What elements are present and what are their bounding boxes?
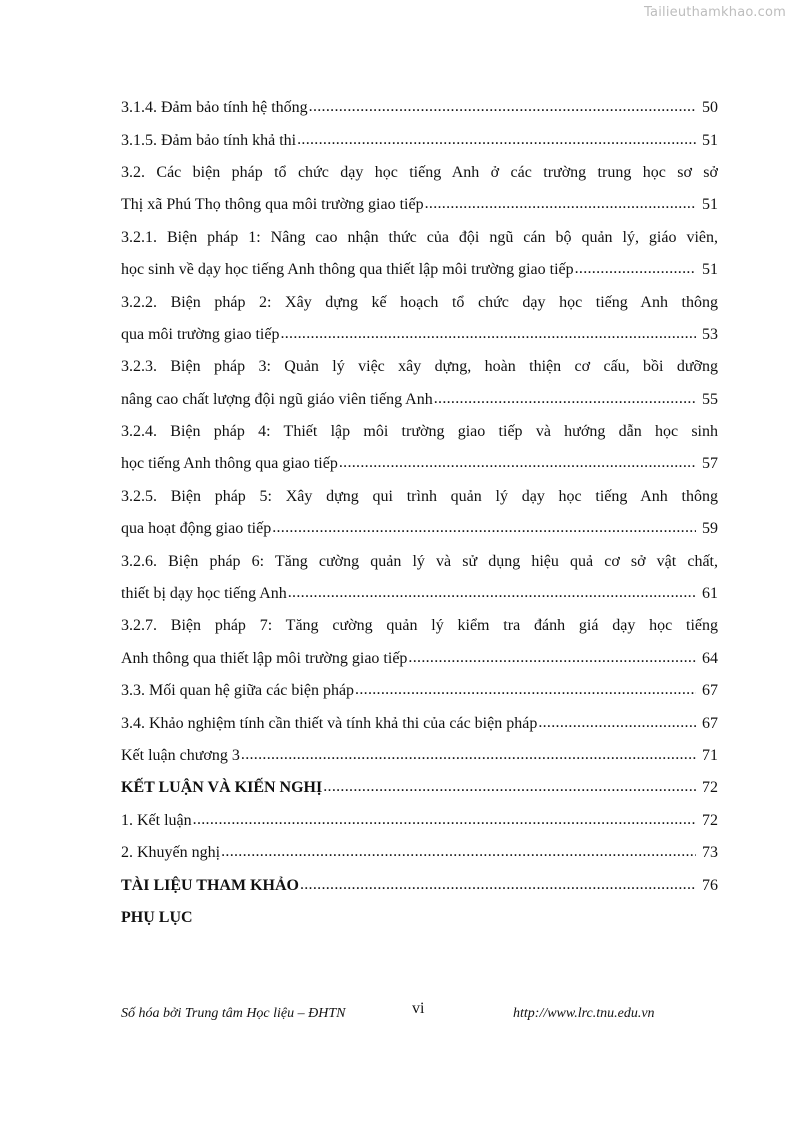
toc-entry-title: KẾT LUẬN VÀ KIẾN NGHỊ [121,779,323,797]
toc-entry-title: thiết bị dạy học tiếng Anh [121,585,287,603]
toc-entry[interactable] [121,707,718,739]
toc-entry[interactable] [121,286,718,318]
toc-entry-title: 1. Kết luận [121,811,192,829]
dot-leader [272,520,696,538]
toc-entry-page: 53 [702,325,718,343]
toc-entry-page: 72 [702,811,718,829]
dot-leader [241,747,696,765]
toc-entry-title: 3.2.4. Biện pháp 4: Thiết lập môi trường giao tiếp và hướng dẫn học sinh [121,423,718,441]
toc-entry[interactable] [121,675,718,707]
toc-entry-title: 3.4. Khảo nghiệm tính cần thiết và tính khả thi của các biện pháp [121,714,538,732]
toc-entry[interactable] [121,643,718,675]
dot-leader [355,682,696,700]
toc-entry-title: học sinh về dạy học tiếng Anh thông qua thiết lập môi trường giao tiếp [121,261,574,279]
dot-leader [221,844,696,862]
toc-entry-title: 2. Khuyến nghị [121,844,221,862]
toc-entry[interactable] [121,351,718,383]
toc-entry-page: 51 [702,196,718,214]
toc-entry-title: 3.2.2. Biện pháp 2: Xây dựng kế hoạch tổ chức dạy học tiếng Anh thông [121,293,718,311]
toc-entry[interactable] [121,254,718,286]
toc-entry-page: 72 [702,779,718,797]
toc-entry[interactable] [121,157,718,189]
dot-leader [339,455,696,473]
toc-entry[interactable] [121,513,718,545]
page-number: vi [412,1000,425,1017]
dot-leader [300,877,696,895]
toc-entry-page: 67 [702,714,718,732]
dot-leader [434,391,696,409]
toc-entry-title: 3.2.1. Biện pháp 1: Nâng cao nhận thức của đội ngũ cán bộ quản lý, giáo viên, [121,228,718,246]
toc-entry-title: qua môi trường giao tiếp [121,325,280,343]
toc-entry[interactable] [121,805,718,837]
toc-entry[interactable] [121,902,718,934]
toc-entry[interactable] [121,545,718,577]
toc-entry[interactable] [121,319,718,351]
toc-entry-title: 3.2.7. Biện pháp 7: Tăng cường quản lý kiểm tra đánh giá dạy học tiếng [121,617,718,635]
toc-entry-page: 76 [702,876,718,894]
toc-entry[interactable] [121,384,718,416]
toc-entry-page: 64 [702,649,718,667]
toc-entry-title: Anh thông qua thiết lập môi trường giao tiếp [121,649,408,667]
toc-entry-page: 50 [702,99,718,117]
toc-entry-title: PHỤ LỤC [121,908,193,926]
dot-leader [575,261,696,279]
toc-entry[interactable] [121,448,718,480]
toc-entry[interactable] [121,869,718,901]
dot-leader [425,196,696,214]
toc-entry[interactable] [121,578,718,610]
toc-entry-title: 3.1.5. Đảm bảo tính khả thi [121,131,297,149]
toc-entry-page: 59 [702,520,718,538]
dot-leader [309,99,696,117]
toc-entry-page: 51 [702,131,718,149]
toc-entry-title: 3.1.4. Đảm bảo tính hệ thống [121,99,308,117]
toc-entry-title: nâng cao chất lượng đội ngũ giáo viên tiếng Anh [121,390,433,408]
toc-entry[interactable] [121,740,718,772]
toc-entry[interactable] [121,837,718,869]
toc-entry-page: 71 [702,747,718,764]
toc-entry-title: Thị xã Phú Thọ thông qua môi trường giao tiếp [121,196,424,214]
toc-entry[interactable] [121,772,718,804]
toc-entry-title: 3.2.5. Biện pháp 5: Xây dựng qui trình quản lý dạy học tiếng Anh thông [121,487,718,505]
page-footer [121,1000,681,1026]
dot-leader [288,585,696,603]
toc-entry[interactable] [121,416,718,448]
toc-entry-page: 67 [702,682,718,700]
dot-leader [538,715,696,733]
toc-entry-page: 51 [702,261,718,279]
dot-leader [297,132,696,150]
dot-leader [193,812,696,830]
toc-entry[interactable] [121,481,718,513]
toc-entry-title: học tiếng Anh thông qua giao tiếp [121,455,338,473]
toc-entry-title: Kết luận chương 3 [121,747,240,764]
toc-entry-title: 3.2.3. Biện pháp 3: Quản lý việc xây dựng, hoàn thiện cơ cấu, bồi dưỡng [121,358,718,376]
toc-entry[interactable] [121,189,718,221]
footer-credit: Số hóa bởi Trung tâm Học liệu – ĐHTN [121,1006,346,1021]
toc-entry-page: 57 [702,455,718,473]
dot-leader [408,650,696,668]
toc-entry[interactable] [121,92,718,124]
toc-entry[interactable] [121,610,718,642]
toc-entry[interactable] [121,222,718,254]
toc-entry[interactable] [121,124,718,156]
toc-entry-page: 55 [702,390,718,408]
toc-entry-title: 3.2. Các biện pháp tổ chức dạy học tiếng Anh ở các trường trung học sơ sở [121,163,718,181]
watermark: Tailieuthamkhao.com [644,5,786,20]
toc-entry-page: 61 [702,585,718,603]
toc-entry-title: qua hoạt động giao tiếp [121,520,272,538]
footer-url[interactable]: http://www.lrc.tnu.edu.vn [513,1006,655,1021]
toc-entry-title: 3.2.6. Biện pháp 6: Tăng cường quản lý và sử dụng hiệu quả cơ sở vật chất, [121,552,718,570]
toc-entry-page: 73 [702,844,718,862]
dot-leader [280,326,696,344]
table-of-contents [121,92,718,934]
toc-entry-title: TÀI LIỆU THAM KHẢO [121,876,299,894]
toc-entry-title: 3.3. Mối quan hệ giữa các biện pháp [121,682,355,700]
dot-leader [323,779,696,797]
